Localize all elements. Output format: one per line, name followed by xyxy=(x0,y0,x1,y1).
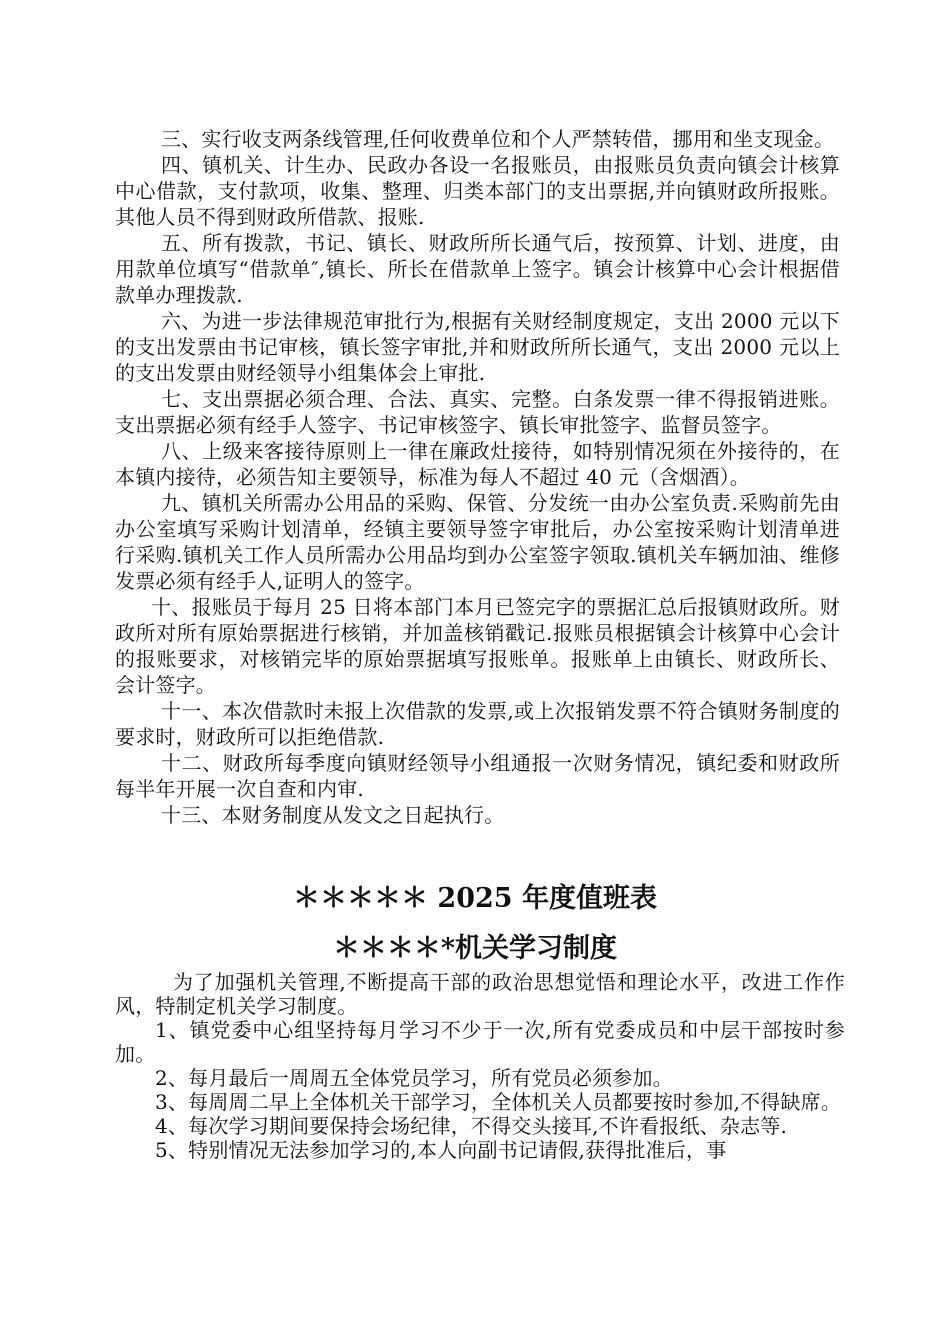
rule-paragraph-7: 七、支出票据必须合理、合法、真实、完整。白条发票一律不得报销进账。支出票据必须有经手人签字、书记审核签字、镇长审批签字、监督员签字。 xyxy=(115,387,840,437)
rule-paragraph-11: 十一、本次借款时未报上次借款的发票,或上次报销发票不符合镇财务制度的要求时，财政所可以拒绝借款. xyxy=(115,699,840,749)
study-item-3: 3、每周周二早上全体机关干部学习，全体机关人员都要按时参加,不得缺席。 xyxy=(155,1090,842,1114)
rule-paragraph-4: 四、镇机关、计生办、民政办各设一名报账员，由报账员负责向镇会计核算中心借款，支付款项，收集、整理、归类本部门的支出票据,并向镇财政所报账。其他人员不得到财政所借款、报账. xyxy=(115,153,840,229)
rule-paragraph-9: 九、镇机关所需办公用品的采购、保管、分发统一由办公室负责.采购前先由办公室填写采购计划清单，经镇主要领导签字审批后，办公室按采购计划清单进行采购.镇机关工作人员所需办公用品均到办公室签字领取.镇机关车辆加油、维修发票必须有经手人,证明人的签字。 xyxy=(115,491,840,593)
rule-paragraph-8: 八、上级来客接待原则上一律在廉政灶接待，如特别情况须在外接待的，在本镇内接待，必须告知主要领导，标准为每人不超过 40 元（含烟酒）。 xyxy=(115,439,840,489)
study-item-4: 4、每次学习期间要保持会场纪律，不得交头接耳,不许看报纸、杂志等. xyxy=(155,1114,788,1138)
rule-paragraph-3: 三、实行收支两条线管理,任何收费单位和个人严禁转借，挪用和坐支现金。 xyxy=(161,127,835,151)
duty-roster-heading: ＊＊＊＊＊ 2025 年度值班表 xyxy=(293,883,657,914)
rule-paragraph-12: 十二、财政所每季度向镇财经领导小组通报一次财务情况，镇纪委和财政所每半年开展一次自查和内审. xyxy=(115,751,840,801)
rule-paragraph-13: 十三、本财务制度从发文之日起执行。 xyxy=(161,803,505,827)
study-item-2: 2、每月最后一周周五全体党员学习，所有党员必须参加。 xyxy=(155,1066,673,1090)
study-item-1: 1、镇党委中心组坚持每月学习不少于一次,所有党委成员和中层干部按时参加。 xyxy=(115,1018,845,1066)
study-intro-paragraph: 为了加强机关管理,不断提高干部的政治思想觉悟和理论水平，改进工作作风，特制定机关学习制度。 xyxy=(115,970,845,1018)
finance-rules-section xyxy=(115,126,840,828)
rule-paragraph-5: 五、所有拨款，书记、镇长、财政所所长通气后，按预算、计划、进度，由用款单位填写“借款单″,镇长、所长在借款单上签字。镇会计核算中心会计根据借款单办理拨款. xyxy=(115,231,840,307)
study-item-5: 5、特别情况无法参加学习的,本人向副书记请假,获得批准后，事 xyxy=(155,1138,727,1162)
study-system-heading: ＊＊＊＊*机关学习制度 xyxy=(332,933,618,964)
rule-paragraph-10: 十、报账员于每月 25 日将本部门本月已签完字的票据汇总后报镇财政所。财政所对所有原始票据进行核销，并加盖核销戳记.报账员根据镇会计核算中心会计的报账要求，对核销完毕的原始票据填写报账单。报账单上由镇长、财政所长、会计签字。 xyxy=(115,595,840,697)
study-system-section xyxy=(115,970,845,1162)
rule-paragraph-6: 六、为进一步法律规范审批行为,根据有关财经制度规定，支出 2000 元以下的支出发票由书记审核，镇长签字审批,并和财政所所长通气，支出 2000 元以上的支出发票由财经领导小组集体会上审批. xyxy=(115,309,840,385)
